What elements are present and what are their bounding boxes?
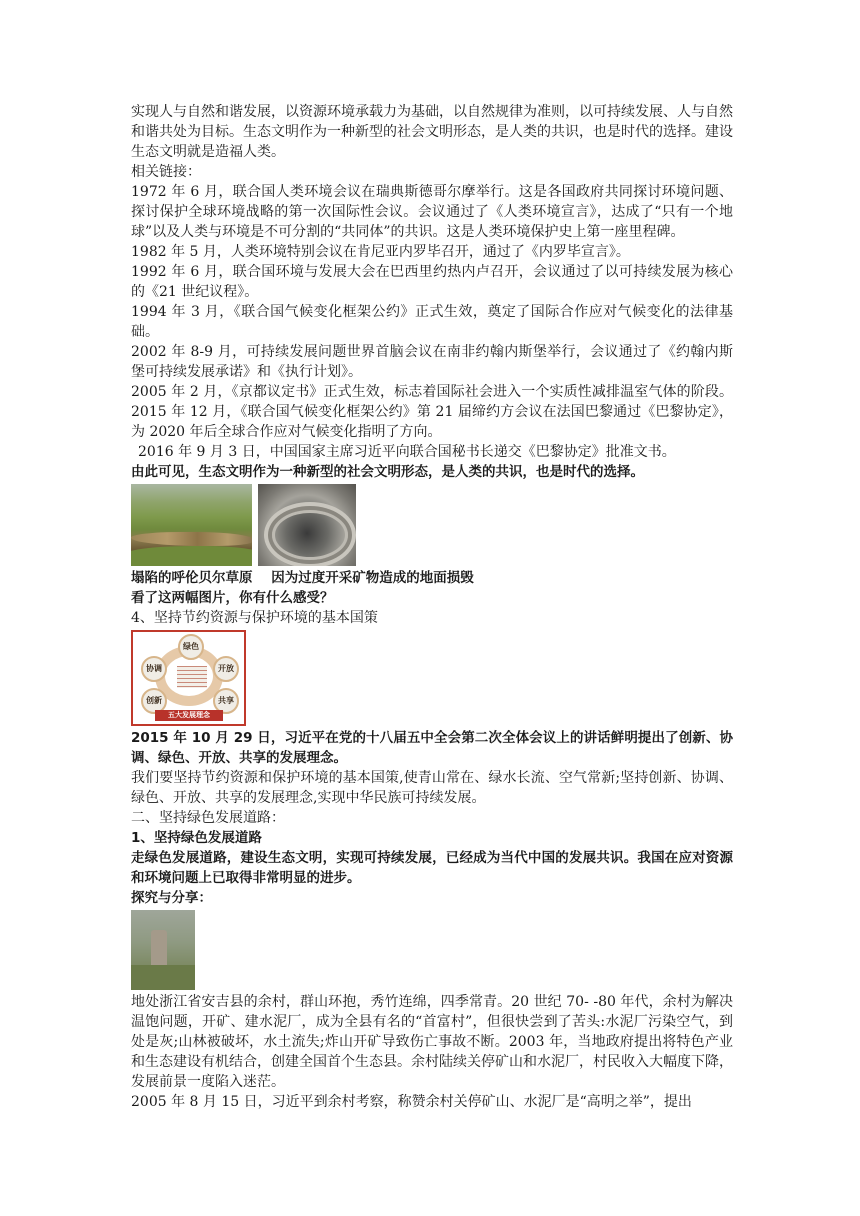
paragraph-2005: 2005 年 8 月 15 日，习近平到余村考察，称赞余村关停矿山、水泥厂是“高明之举”，提出 [131,1094,692,1110]
village-image [131,910,195,990]
five-concepts-image [131,630,246,726]
section4-title: 4、坚持节约资源与保护环境的基本国策 [131,610,378,626]
paragraph-yucun: 地处浙江省安吉县的余村，群山环抱，秀竹连绵，四季常青。20 世纪 70- -80 年代，余村为解决温饱问题，开矿、建水泥厂，成为全县有名的“首富村”，但很快尝到了苦头:水泥厂污染空气，到处是灰;山林被破坏，水土流失;炸山开矿导致伤亡事故不断。2003 年，当地政府提出将特色产业和生态建设有机结合，创建全国首个生态县。余村陆续关停矿山和水泥厂，村民收入大幅度下降，发展前景一度陷入迷茫。 [131,994,733,1090]
paragraph-1994: 1994 年 3 月，《联合国气候变化框架公约》正式生效，奠定了国际合作应对气候变化的法律基础。 [131,304,733,340]
question: 看了这两幅图片，你有什么感受？ [131,590,334,606]
bold-green: 走绿色发展道路，建设生态文明，实现可持续发展，已经成为当代中国的发展共识。我国在应对资源和环境问题上已取得非常明显的进步。 [131,850,733,886]
concept-banner: 五大发展理念 [155,710,223,721]
concept-node-coordinate: 协调 [141,656,167,682]
paragraph-2016: 2016 年 9 月 3 日，中国国家主席习近平向联合国秘书长递交《巴黎协定》批准文书。 [138,444,676,460]
concept-node-share: 共享 [213,688,239,714]
image-row [131,484,733,566]
concept-node-innovate: 创新 [141,688,167,714]
mine-image [258,484,356,566]
paragraph-1982: 1982 年 5 月，人类环境特别会议在肯尼亚内罗毕召开，通过了《内罗毕宣言》。 [131,244,630,260]
concept-node-green: 绿色 [178,634,204,660]
document-page [131,102,733,1112]
paragraph-policy: 我们要坚持节约资源和保护环境的基本国策,使青山常在、绿水长流、空气常新;坚持创新、协调、绿色、开放、共享的发展理念,实现中华民族可持续发展。 [131,770,733,806]
paragraph-intro: 实现人与自然和谐发展，以资源环境承载力为基础，以自然规律为准则，以可持续发展、人与自然和谐共处为目标。生态文明作为一种新型的社会文明形态，是人类的共识，也是时代的选择。建设生态文明就是造福人类。 [131,104,733,160]
related-links-label: 相关链接： [131,164,201,180]
paragraph-1972: 1972 年 6 月，联合国人类环境会议在瑞典斯德哥尔摩举行。这是各国政府共同探讨环境问题、探讨保护全球环境战略的第一次国际性会议。会议通过了《人类环境宣言》，达成了“只有一个地球”以及人类与环境是不可分割的“共同体”的共识。这是人类环境保护史上第一座里程碑。 [131,184,733,240]
explore-label: 探究与分享： [131,890,212,906]
concept-text-block [177,666,207,688]
section2-title: 二、坚持绿色发展道路： [131,810,285,826]
concept-node-open: 开放 [213,656,239,682]
sub1-title: 1、坚持绿色发展道路 [131,830,262,846]
bold-conclusion: 由此可见，生态文明作为一种新型的社会文明形态，是人类的共识，也是时代的选择。 [131,464,644,480]
image-caption: 塌陷的呼伦贝尔草原 因为过度开采矿物造成的地面损毁 [131,570,474,586]
paragraph-2005-2015: 2005 年 2 月，《京都议定书》正式生效，标志着国际社会进入一个实质性减排温室气体的阶段。 2015 年 12 月，《联合国气候变化框架公约》第 21 届缔约方会议在法国巴黎通过《巴黎协定》，为 2020 年后全球合作应对气候变化指明了方向。 [131,384,733,440]
paragraph-1992: 1992 年 6 月，联合国环境与发展大会在巴西里约热内卢召开，会议通过了以可持续发展为核心的《21 世纪议程》。 [131,264,733,300]
grassland-image [131,484,252,566]
bold-2015: 2015 年 10 月 29 日，习近平在党的十八届五中全会第二次全体会议上的讲话鲜明提出了创新、协调、绿色、开放、共享的发展理念。 [131,730,733,766]
paragraph-2002: 2002 年 8-9 月，可持续发展问题世界首脑会议在南非约翰内斯堡举行，会议通过了《约翰内斯堡可持续发展承诺》和《执行计划》。 [131,344,733,380]
